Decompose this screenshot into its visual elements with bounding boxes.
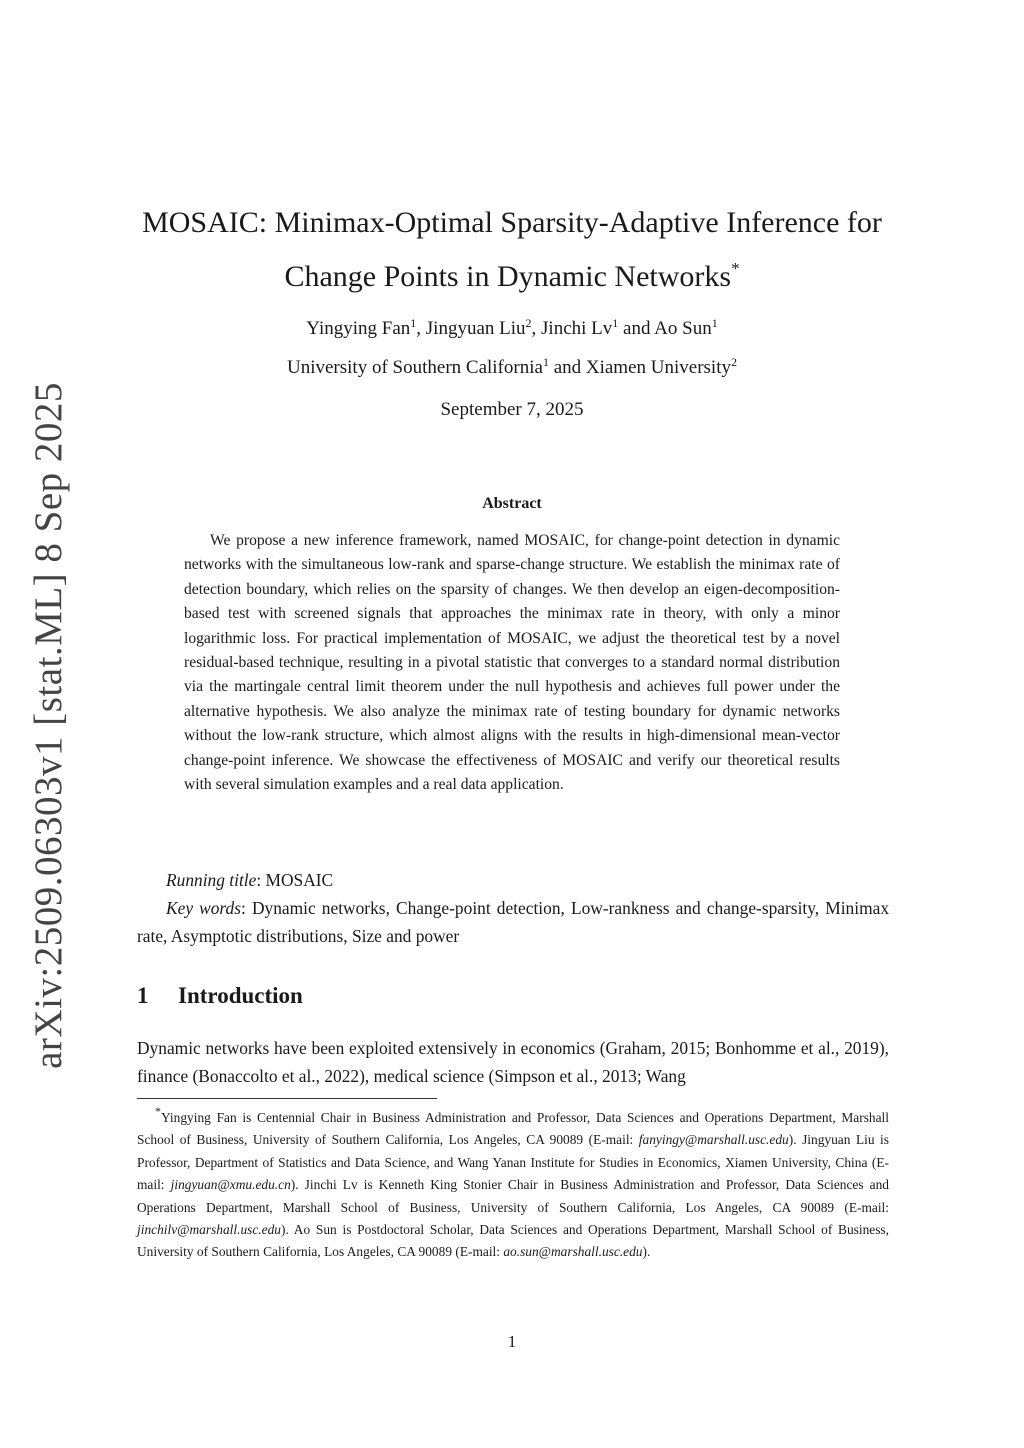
author-list — [100, 316, 924, 340]
author-name: Yingying Fan — [306, 318, 411, 339]
email-sun: ao.sun@marshall.usc.edu — [503, 1244, 643, 1260]
intro-paragraph: Dynamic networks have been exploited extensively in economics (Graham, 2015; Bonhomme et al., 2019), finance (Bonaccolto et al., 2022), medical science (Simpson et al., 2013; Wang — [137, 1038, 889, 1086]
affiliation-mark: 1 — [542, 355, 549, 369]
email-lv: jinchilv@marshall.usc.edu — [137, 1222, 281, 1238]
paper-date: September 7, 2025 — [440, 399, 584, 420]
author-separator: and — [618, 318, 655, 339]
affiliation-mark: 2 — [730, 355, 737, 369]
author-name: Jinchi Lv — [541, 318, 613, 339]
arxiv-stamp — [20, 381, 76, 1069]
key-words-value: : Dynamic networks, Change-point detection, Low-rankness and change-sparsity, Minimax rate, Asymptotic distributions, Size and power — [137, 898, 890, 946]
paper-title — [100, 200, 924, 300]
author-affil-mark: 1 — [410, 316, 417, 330]
title-footnote-mark: * — [731, 259, 740, 278]
running-title — [137, 866, 889, 894]
running-title-value: : MOSAIC — [256, 870, 334, 890]
author-affil-mark: 1 — [711, 316, 718, 330]
page-number: 1 — [507, 1332, 517, 1351]
abstract-heading: Abstract — [482, 495, 542, 512]
footnote-text: ). Jingyuan Liu is Professor, Department of Statistics and Data Science, and Wang Yanan Institute for Studies in Economics, Xiamen University, China (E-mail: — [137, 1132, 889, 1193]
email-liu: jingyuan@xmu.edu.cn — [170, 1177, 291, 1193]
section-number: 1 — [137, 983, 149, 1008]
author-name: Jingyuan Liu — [425, 318, 526, 339]
running-title-label: Running title — [166, 870, 257, 890]
footnote-text: ). — [642, 1244, 651, 1260]
footnote-text: Yingying Fan is Centennial Chair in Business Administration and Professor, Data Sciences and Operations Department, Marshall School of Business, University of Southern California, Los Angeles, CA 90089 (E-mail: — [137, 1110, 889, 1148]
author-name: Ao Sun — [654, 318, 712, 339]
email-fan: fanyingy@marshall.usc.edu — [638, 1132, 789, 1148]
footnote-text: ). Jinchi Lv is Kenneth King Stonier Chair in Business Administration and Professor, Data Sciences and Operations Department, Marshall School of Business, University of Southern California, Los Angeles, CA 90089 (E-mail: — [137, 1177, 889, 1215]
section-title: Introduction — [178, 983, 303, 1008]
author-affil-mark: 2 — [525, 316, 532, 330]
section-heading — [137, 983, 303, 1009]
affiliation-name: Xiamen University — [585, 357, 731, 378]
arxiv-identifier: arXiv:2509.06303v1 [stat.ML] 8 Sep 2025 — [26, 381, 70, 1069]
author-affil-mark: 1 — [612, 316, 619, 330]
key-words — [137, 894, 889, 950]
footnote-text: ). Ao Sun is Postdoctoral Scholar, Data Sciences and Operations Department, Marshall School of Business, University of Southern California, Los Angeles, CA 90089 (E-mail: — [137, 1222, 889, 1260]
key-words-label: Key words — [166, 898, 242, 918]
author-separator: , — [531, 318, 542, 339]
abstract-text: We propose a new inference framework, named MOSAIC, for change-point detection in dynamic networks with the simultaneous low-rank and sparse-change structure. We establish the minimax rate of detection boundary, which relies on the sparsity of changes. We then develop an eigen-decomposition-based test with screened signals that approaches the minimax rate in theory, with only a minor logarithmic loss. For practical implementation of MOSAIC, we adjust the theoretical test by a novel residual-based technique, resulting in a pivotal statistic that converges to a standard normal distribution via the martingale central limit theorem under the null hypothesis and achieves full power under the alternative hypothesis. We also analyze the minimax rate of testing boundary for dynamic networks without the low-rank structure, which almost aligns with the results in high-dimensional mean-vector change-point inference. We showcase the effectiveness of MOSAIC and verify our theoretical results with several simulation examples and a real data application. — [184, 532, 840, 794]
author-separator: , — [416, 318, 426, 339]
affiliation-separator: and — [548, 357, 586, 378]
footnote-rule — [137, 1098, 437, 1099]
footnote-mark: * — [155, 1104, 161, 1118]
paper-title-text: MOSAIC: Minimax-Optimal Sparsity-Adaptive Inference for Change Points in Dynamic Networks — [142, 206, 882, 293]
affiliation-name: University of Southern California — [287, 357, 543, 378]
author-footnote — [137, 1100, 889, 1264]
affiliation-list — [100, 355, 924, 379]
